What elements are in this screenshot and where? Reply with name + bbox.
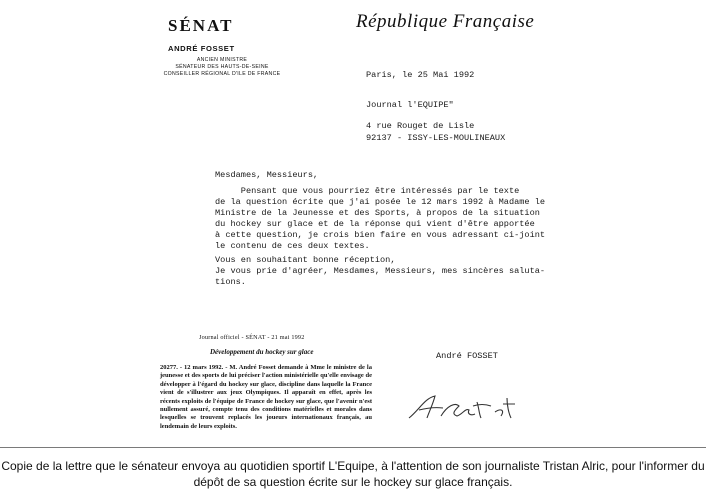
recipient-line-3: 92137 - ISSY-LES-MOULINEAUX [366, 133, 506, 143]
closing-line-3: tions. [215, 277, 246, 287]
image-caption: Copie de la lettre que le sénateur envoya au quotidien sportif L'Equipe, à l'attention de son journaliste Tristan Alric, pour l'informer du dépôt de sa question écrite sur le hockey sur glace français. [1, 459, 705, 489]
closing-line-2: Je vous prie d'agréer, Mesdames, Messieurs, mes sincères saluta- [215, 266, 546, 276]
salutation: Mesdames, Messieurs, [215, 170, 319, 180]
closing-line-1: Vous en souhaitant bonne réception, [215, 255, 396, 265]
body-line-2: de la question écrite que j'ai posée le 12 mars 1992 à Madame le [215, 197, 546, 207]
letterhead-title-1: ANCIEN MINISTRE [196, 57, 248, 63]
letterhead-title-3: CONSEILLER RÉGIONAL D'ILE DE FRANCE [163, 71, 281, 77]
date-line: Paris, le 25 Mai 1992 [366, 70, 475, 80]
letterhead-title-2: SÉNATEUR DES HAUTS-DE-SEINE [175, 64, 269, 70]
body-line-6: le contenu de ces deux textes. [215, 241, 370, 251]
recipient-line-1: Journal l'EQUIPE" [366, 100, 454, 110]
letterhead-institution: SÉNAT [168, 16, 234, 35]
handwritten-signature [405, 388, 525, 428]
letterhead-sender-name: ANDRÉ FOSSET [168, 44, 235, 53]
body-line-5: à cette question, je crois bien faire en vous adressant ci-joint [215, 230, 546, 240]
clipping-subtitle: Développement du hockey sur glace [210, 348, 314, 356]
clipping-text: 20277. - 12 mars 1992. - M. André Fosset demande à Mme le ministre de la jeunesse et des sports de lui préciser l'action ministérielle qu'elle envisage de développer à l'égard du hockey sur glace, discipline dans laquelle la France vient de s'illustrer aux jeux Olympiques. Il apparaît en effet, après les récents exploits de l'équipe de France de hockey sur glace, que l'avenir n'est nullement assuré, compte tenu des conditions matérielles et morales dans lesquelles se trouvent replacés les joueurs internationaux français, au lendemain de leurs exploits. [160, 364, 372, 430]
recipient-line-2: 4 rue Rouget de Lisle [366, 121, 475, 131]
signer-name: André FOSSET [436, 351, 498, 361]
republic-heading: République Française [356, 11, 535, 32]
body-line-3: Ministre de la Jeunesse et des Sports, à propos de la situation [215, 208, 540, 218]
body-line-4: du hockey sur glace et de la réponse qui vient d'être apportée [215, 219, 535, 229]
clipping-header: Journal officiel - SÉNAT - 21 mai 1992 [199, 334, 305, 341]
body-line-1: Pensant que vous pourriez être intéressés par le texte [215, 186, 520, 196]
caption-divider [0, 447, 706, 448]
